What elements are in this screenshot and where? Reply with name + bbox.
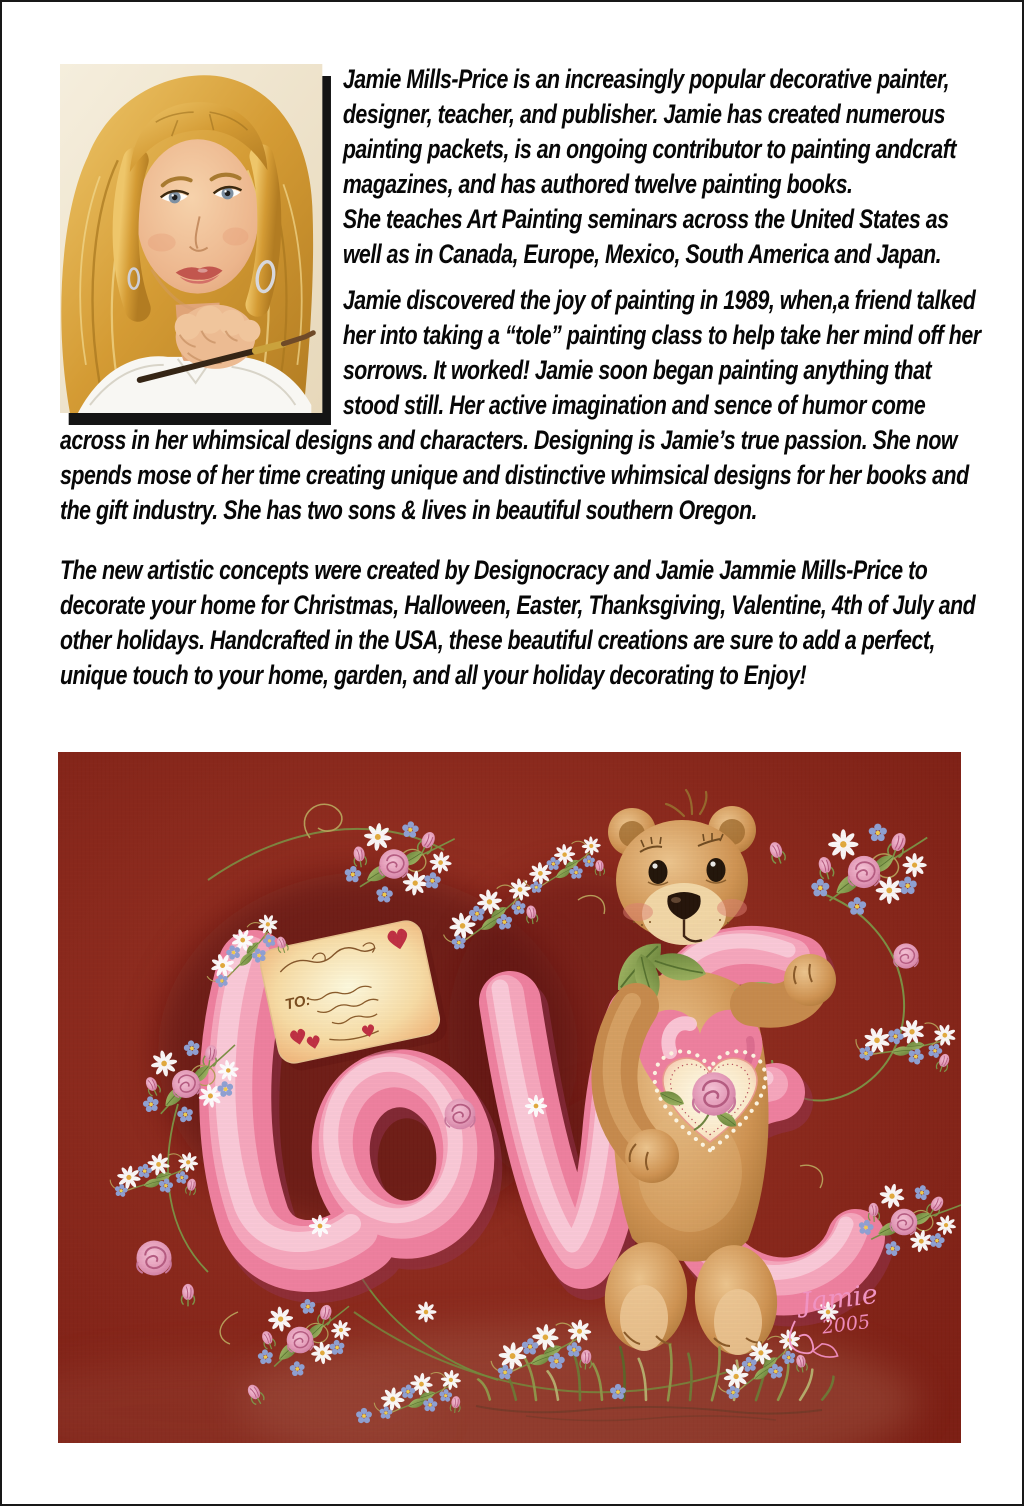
- bio-paragraph-3: Jamie discovered the joy of painting in 1989, when,a friend talked her into taking a “tole” painting class to help take her mind off her sorrows. It worked! Jamie soon began painting anything that stood still. Her active imagination and sence of humor come across in her whimsical designs and characters. Designing is Jamie’s true passion. She now spends mose of her time creating unique and distinctive whimsical designs for her books and the gift industry. She has two sons & lives in beautiful southern Oregon.: [60, 285, 981, 525]
- artist-photo: [60, 64, 322, 413]
- canvas-texture: [58, 752, 961, 1443]
- artist-portrait-illustration: [60, 64, 322, 413]
- bio-section: [60, 0, 984, 693]
- bio-paragraph-4: The new artistic concepts were created by Designocracy and Jamie Jammie Mills-Price to decorate your home for Christmas, Halloween, Easter, Thanksgiving, Valentine, 4th of July and other holidays. Handcrafted in the USA, these beautiful creations are sure to add a perfect, unique touch to your home, garden, and all your holiday decorating to Enjoy!: [60, 555, 976, 690]
- love-painting-illustration: [58, 752, 961, 1443]
- bio-paragraph-1: Jamie Mills-Price is an increasingly popular decorative painter, designer, teacher, and publisher. Jamie has created numerous painting packets, is an ongoing contributor to painting andcraft magazines, and has authored twelve painting books.: [342, 64, 956, 199]
- bio-paragraph-2: She teaches Art Painting seminars across the United States as well as in Canada, Europe, Mexico, South America and Japan.: [342, 204, 949, 269]
- love-painting: [58, 752, 961, 1443]
